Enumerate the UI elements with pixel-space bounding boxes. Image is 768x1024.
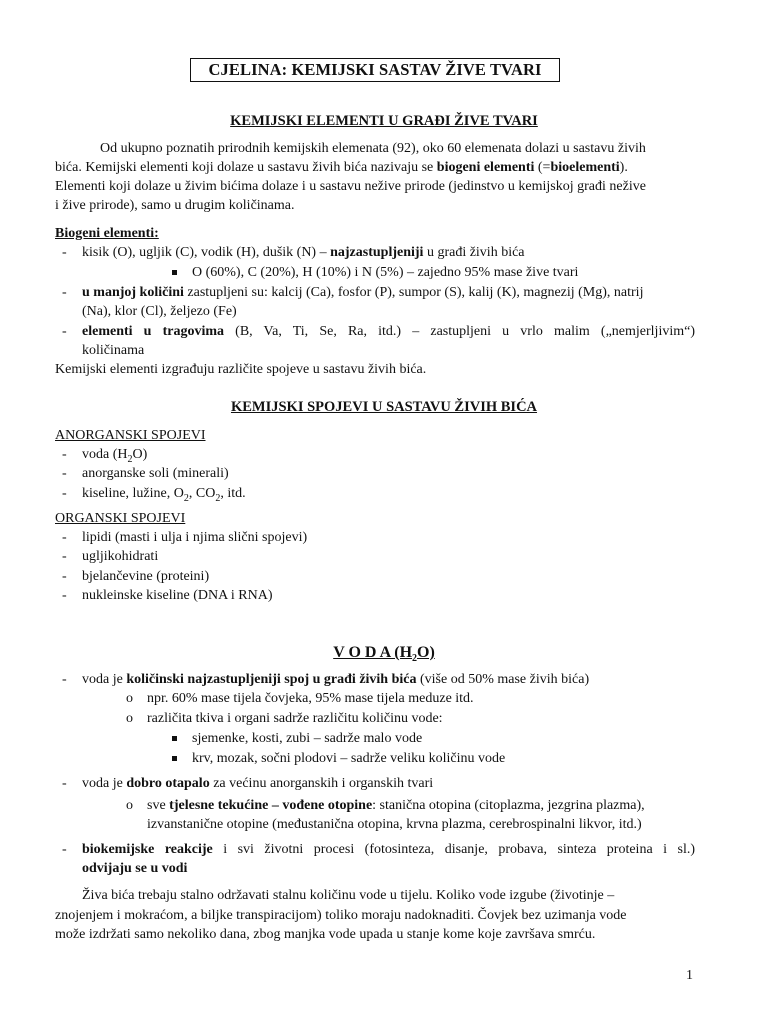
intro-line-3: Elementi koji dolaze u živim bićima dolaze i u sastavu nežive prirode (jedinstvo u kemijskoj građi nežive [55,179,646,194]
water-subitem-3 [147,796,645,815]
anorg-item-salts: anorganske soli (minerali) [82,466,229,481]
item-bold: tjelesne tekućine – vođene otopine [169,798,373,813]
subscript: 2 [412,653,418,665]
water-subitem-2: različita tkiva i organi sadrže različitu količinu vode: [147,711,443,726]
item-text: voda je [82,672,127,687]
biogeni-subitem: O (60%), C (20%), H (10%) i N (5%) – zajedno 95% mase žive tvari [192,265,579,280]
biogeni-item-2 [82,283,643,302]
heading-text: V O D A (H [333,644,413,661]
section1-closing: Kemijski elementi izgrađuju različite spojeve u sastavu živih bića. [55,362,427,377]
water-subitem-3-cont: izvanstanične otopine (međustanična otopina, krvna plazma, cerebrospinalni likvor, itd.) [147,817,642,832]
org-item-lipids: lipidi (masti i ulja i njima slični spojevi) [82,530,308,545]
item-text: kiseline, lužine, O [82,486,184,501]
item-text: voda je [82,776,127,791]
intro-text: ). [619,160,628,175]
biogeni-item-1 [82,243,525,262]
dash-bullet: - [62,672,67,687]
circle-bullet-icon: o [126,691,133,706]
dash-bullet: - [62,285,67,300]
dash-bullet: - [62,324,67,339]
item-text: (više od 50% mase živih bića) [416,672,590,687]
section-heading-water [0,643,768,665]
dash-bullet: - [62,842,67,857]
subscript: 2 [183,492,189,504]
bioelementi-term: bioelementi [550,160,620,175]
item-bold: elementi u tragovima [82,324,225,339]
page-title: CJELINA: KEMIJSKI SASTAV ŽIVE TVARI [190,58,560,82]
item-bold: dobro otapalo [126,776,210,791]
item-text: i svi životni procesi (fotosinteza, disanje, probava, sinteza proteina i sl.) [212,842,696,857]
dash-bullet: - [62,530,67,545]
dash-bullet: - [62,486,67,501]
item-text: u građi živih bića [423,245,525,260]
water-item-2 [82,774,433,793]
water-item-1 [82,670,589,689]
water-paragraph-line-1: Živa bića trebaju stalno održavati stalnu količinu vode u tijelu. Koliko vode izgube (životinje – [82,888,615,903]
square-bullet-icon [172,263,177,282]
water-subsubitem-2: krv, mozak, sočni plodovi – sadrže veliku količinu vode [192,751,506,766]
biogeni-item-2-cont: (Na), klor (Cl), željezo (Fe) [82,304,237,319]
org-item-proteins: bjelančevine (proteini) [82,569,210,584]
biogeni-label: Biogeni elementi: [55,226,159,241]
circle-bullet-icon: o [126,711,133,726]
dash-bullet: - [62,588,67,603]
water-item-3 [82,840,695,859]
item-text: , CO [188,486,216,501]
square-bullet-icon [172,749,177,768]
org-item-carbs: ugljikohidrati [82,549,159,564]
water-subitem-1: npr. 60% mase tijela čovjeka, 95% mase tijela meduze itd. [147,691,474,706]
intro-text: (= [534,160,551,175]
item-text: , itd. [220,486,246,501]
water-item-3-cont: odvijaju se u vodi [82,861,188,876]
section-heading-compounds: KEMIJSKI SPOJEVI U SASTAVU ŽIVIH BIĆA [230,399,538,415]
intro-line-4: i žive prirode), samo u drugim količinama. [55,198,295,213]
biogeni-item-3-cont: količinama [82,343,145,358]
item-text: O) [132,447,148,462]
item-text: kisik (O), ugljik (C), vodik (H), dušik (N) – [82,245,331,260]
subscript: 2 [127,453,133,465]
water-paragraph-line-3: može izdržati samo nekoliko dana, zbog manjka vode upada u stanje kome koje završava smrću. [55,927,596,942]
item-bold: količinski najzastupljeniji spoj u građi živih bića [126,672,417,687]
item-bold: u manjoj količini [82,285,184,300]
organski-label: ORGANSKI SPOJEVI [55,511,186,526]
dash-bullet: - [62,447,67,462]
org-item-nucleic: nukleinske kiseline (DNA i RNA) [82,588,273,603]
page-number: 1 [686,968,693,983]
item-bold: biokemijske reakcije [82,842,213,857]
subscript: 2 [215,492,221,504]
intro-line-2 [55,158,628,177]
dash-bullet: - [62,569,67,584]
biogeni-item-3 [82,322,695,341]
item-text: za većinu anorganskih i organskih tvari [209,776,434,791]
water-subsubitem-1: sjemenke, kosti, zubi – sadrže malo vode [192,731,423,746]
anorg-item-water [82,445,147,464]
water-paragraph-line-2: znojenjem i mokraćom, a biljke transpiracijom) toliko moraju nadoknaditi. Čovjek bez uzimanja vode [55,908,627,923]
item-text: : stanična otopina (citoplazma, jezgrina plazma), [372,798,645,813]
circle-bullet-icon: o [126,798,133,813]
intro-text: bića. Kemijski elementi koji dolaze u sastavu živih bića nazivaju se [55,160,437,175]
dash-bullet: - [62,776,67,791]
square-bullet-icon [172,729,177,748]
biogeni-term: biogeni elementi [436,160,535,175]
dash-bullet: - [62,466,67,481]
item-text: zastupljeni su: kalcij (Ca), fosfor (P), sumpor (S), kalij (K), magnezij (Mg), natrij [183,285,644,300]
item-bold: najzastupljeniji [330,245,424,260]
item-text: (B, Va, Ti, Se, Ra, itd.) – zastupljeni u vrlo malim („nemjerljivim“) [224,324,695,339]
anorganski-label: ANORGANSKI SPOJEVI [55,428,206,443]
item-text: voda (H [82,447,128,462]
intro-line-1: Od ukupno poznatih prirodnih kemijskih elemenata (92), oko 60 elemenata dolazi u sastavu živih [100,141,646,156]
anorg-item-acids [82,484,246,503]
heading-text: O) [417,644,435,661]
section-heading-elements: KEMIJSKI ELEMENTI U GRAĐI ŽIVE TVARI [230,113,538,129]
item-text: sve [147,798,170,813]
dash-bullet: - [62,245,67,260]
dash-bullet: - [62,549,67,564]
